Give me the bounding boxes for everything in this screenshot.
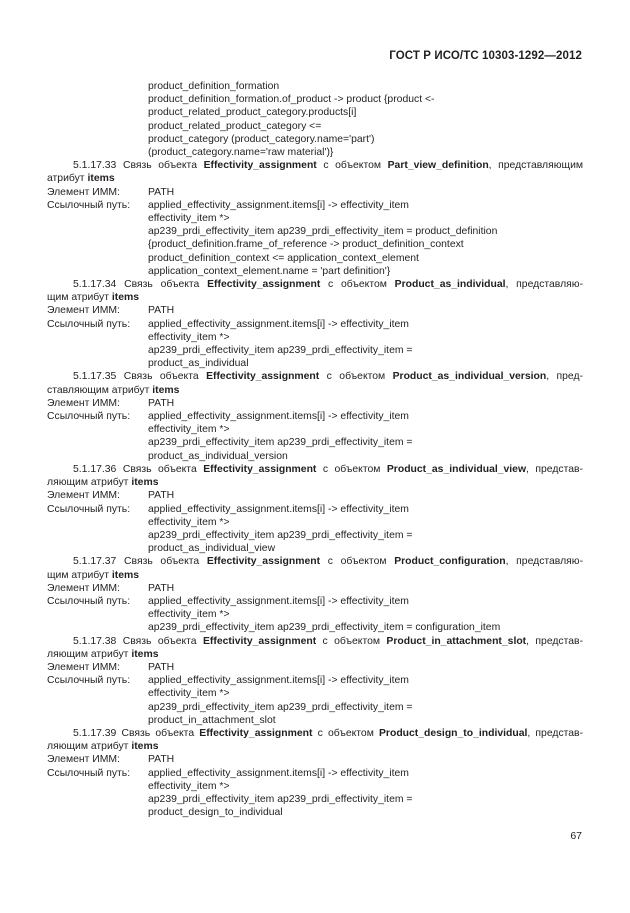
imm-element-label: Элемент ИММ: [47, 397, 120, 409]
path-line: effectivity_item *> [148, 688, 230, 700]
imm-element-value: PATH [148, 582, 175, 594]
space [199, 279, 207, 290]
document-header: ГОСТ Р ИСО/ТС 10303-1292—2012 [389, 50, 582, 62]
reference-path-label: Ссылочный путь: [47, 411, 131, 423]
reference-path-label: Ссылочный путь: [47, 318, 131, 330]
imm-element-value: PATH [148, 661, 175, 673]
imm-element-value: PATH [148, 305, 175, 317]
section-number: 5.1.17.38 [73, 635, 117, 647]
path-line: ap239_prdi_effectivity_item ap239_prdi_effectivity_item = [148, 345, 413, 357]
section-number: 5.1.17.35 [73, 371, 117, 383]
path-line: ap239_prdi_effectivity_item ap239_prdi_effectivity_item = [148, 437, 413, 449]
caption-text: щим атрибут [47, 569, 109, 581]
path-line: applied_effectivity_assignment.items[i] -> effectivity_item [148, 318, 409, 330]
target-entity-name: Product_as_individual_view [386, 463, 527, 475]
section-caption-continuation [47, 291, 583, 304]
section-caption-continuation [47, 384, 583, 397]
caption-text: , пред- [546, 371, 583, 383]
imm-element-value: PATH [148, 754, 175, 766]
path-line: product_as_individual_view [148, 543, 276, 555]
imm-element-row [47, 186, 583, 199]
imm-element-label: Элемент ИММ: [47, 490, 120, 502]
space [381, 160, 388, 171]
path-line: application_context_element.name = 'part definition'} [148, 265, 391, 277]
imm-element-row [47, 489, 583, 502]
path-line: (product_category.name='raw material')} [148, 147, 334, 159]
caption-text: ставляющим атрибут [47, 384, 150, 396]
section-caption-continuation [47, 476, 583, 489]
imm-element-label: Элемент ИММ: [47, 305, 120, 317]
caption-text: ляющим атрибут [47, 648, 129, 660]
imm-element-label: Элемент ИММ: [47, 661, 120, 673]
section-number: 5.1.17.36 [73, 463, 117, 475]
space [385, 371, 392, 382]
imm-element-row [47, 661, 583, 674]
reference-path-row [47, 767, 583, 780]
reference-path-row [47, 595, 583, 608]
caption-text: ляющим атрибут [47, 741, 129, 753]
imm-element-label: Элемент ИММ: [47, 754, 120, 766]
path-line: applied_effectivity_assignment.items[i] -> effectivity_item [148, 767, 409, 779]
mapping-sections [47, 159, 583, 819]
path-line: ap239_prdi_effectivity_item ap239_prdi_effectivity_item = [148, 701, 413, 713]
entity-name: Effectivity_assignment [199, 727, 313, 739]
caption-text: Связь объекта [122, 635, 197, 647]
caption-text: , представ- [526, 463, 583, 475]
section-caption [47, 555, 583, 568]
section-caption-continuation [47, 569, 583, 582]
section-caption-continuation [47, 172, 583, 185]
imm-element-value: PATH [148, 186, 175, 198]
caption-text: с объектом [322, 635, 381, 647]
caption-text: , представ- [527, 727, 583, 739]
caption-text: с объектом [323, 160, 382, 172]
caption-text: атрибут [47, 173, 85, 185]
reference-path-row [47, 410, 583, 423]
reference-path-row [47, 674, 583, 687]
caption-text: Связь объекта [121, 727, 195, 739]
path-line: product_as_individual [148, 358, 249, 370]
page-number: 67 [570, 830, 582, 842]
mapping-section [47, 463, 583, 555]
path-line: effectivity_item *> [148, 331, 230, 343]
caption-text: Связь объекта [123, 371, 199, 383]
path-line: product_related_product_category <= [148, 120, 322, 132]
section-caption [47, 463, 583, 476]
path-line: ap239_prdi_effectivity_item ap239_prdi_effectivity_item = [148, 793, 413, 805]
mapping-section [47, 278, 583, 370]
path-line: effectivity_item *> [148, 424, 230, 436]
path-line: applied_effectivity_assignment.items[i] -> effectivity_item [148, 503, 409, 515]
imm-element-row [47, 397, 583, 410]
attribute-name: items [131, 648, 159, 660]
space [116, 371, 123, 382]
space [116, 160, 123, 171]
section-caption [47, 370, 583, 383]
section-caption [47, 727, 583, 740]
target-entity-name: Product_design_to_individual [379, 727, 528, 739]
space [116, 556, 124, 567]
entity-name: Effectivity_assignment [206, 556, 321, 568]
caption-text: ляющим атрибут [47, 477, 129, 489]
mapping-path-continuation [47, 80, 583, 159]
path-line: effectivity_item *> [148, 516, 230, 528]
path-line: applied_effectivity_assignment.items[i] -> effectivity_item [148, 411, 409, 423]
path-line: product_related_product_category.products[i] [148, 107, 357, 119]
caption-text: щим атрибут [47, 292, 109, 304]
imm-element-label: Элемент ИММ: [47, 186, 120, 198]
reference-path-row [47, 199, 583, 212]
imm-element-row [47, 753, 583, 766]
path-line: product_as_individual_version [148, 450, 288, 462]
section-caption [47, 278, 583, 291]
caption-text: Связь объекта [122, 160, 197, 172]
caption-text: с объектом [328, 279, 387, 291]
caption-text: с объектом [326, 371, 386, 383]
path-line: {product_definition.frame_of_reference -> product_definition_context [148, 239, 464, 251]
attribute-name: items [131, 477, 159, 489]
path-line: effectivity_item *> [148, 609, 230, 621]
reference-path-label: Ссылочный путь: [47, 595, 131, 607]
mapping-section [47, 555, 583, 634]
section-caption-continuation [47, 740, 583, 753]
path-line: product_in_attachment_slot [148, 714, 276, 726]
space [320, 556, 328, 567]
path-line: product_definition_formation.of_product -> product {product <- [148, 94, 435, 106]
space [116, 279, 124, 290]
mapping-section [47, 370, 583, 462]
entity-name: Effectivity_assignment [207, 279, 321, 291]
path-line: ap239_prdi_effectivity_item ap239_prdi_effectivity_item = configuration_item [148, 622, 501, 634]
attribute-name: items [111, 569, 139, 581]
path-line: ap239_prdi_effectivity_item ap239_prdi_effectivity_item = product_definition [148, 226, 498, 238]
section-caption [47, 159, 583, 172]
section-number: 5.1.17.39 [73, 727, 117, 739]
attribute-name: items [131, 741, 159, 753]
path-line: effectivity_item *> [148, 213, 230, 225]
target-entity-name: Part_view_definition [387, 160, 489, 172]
caption-text: с объектом [317, 727, 374, 739]
caption-text: , представ- [526, 635, 583, 647]
path-line: product_design_to_individual [148, 807, 283, 819]
document-body [47, 80, 583, 819]
reference-path-label: Ссылочный путь: [47, 199, 131, 211]
path-line: product_definition_formation [148, 81, 280, 92]
path-line: ap239_prdi_effectivity_item ap239_prdi_effectivity_item = [148, 529, 413, 541]
space [199, 371, 206, 382]
caption-text: Связь объекта [124, 556, 200, 568]
section-caption-continuation [47, 648, 583, 661]
target-entity-name: Product_as_individual [394, 279, 506, 291]
target-entity-name: Product_configuration [394, 556, 506, 568]
caption-text: , представляющим [488, 160, 583, 172]
caption-text: с объектом [322, 463, 381, 475]
attribute-name: items [87, 173, 115, 185]
imm-element-value: PATH [148, 490, 175, 502]
entity-name: Effectivity_assignment [202, 635, 317, 647]
entity-name: Effectivity_assignment [203, 463, 317, 475]
reference-path-label: Ссылочный путь: [47, 675, 131, 687]
target-entity-name: Product_in_attachment_slot [386, 635, 527, 647]
reference-path-label: Ссылочный путь: [47, 767, 131, 779]
space [197, 160, 204, 171]
caption-text: Связь объекта [124, 279, 200, 291]
imm-element-row [47, 304, 583, 317]
reference-path-row [47, 503, 583, 516]
imm-element-label: Элемент ИММ: [47, 582, 120, 594]
caption-text: с объектом [327, 556, 387, 568]
section-number: 5.1.17.34 [73, 279, 117, 291]
mapping-section [47, 727, 583, 819]
reference-path-row [47, 318, 583, 331]
caption-text: Связь объекта [122, 463, 197, 475]
mapping-section [47, 635, 583, 727]
path-line: product_definition_context <= application_context_element [148, 252, 419, 264]
space [199, 556, 207, 567]
reference-path-label: Ссылочный путь: [47, 503, 131, 515]
attribute-name: items [111, 292, 139, 304]
space [319, 371, 326, 382]
path-line: effectivity_item *> [148, 780, 230, 792]
imm-element-value: PATH [148, 397, 175, 409]
section-number: 5.1.17.37 [73, 556, 117, 568]
target-entity-name: Product_as_individual_version [392, 371, 547, 383]
path-line: applied_effectivity_assignment.items[i] -> effectivity_item [148, 675, 409, 687]
path-line: applied_effectivity_assignment.items[i] -> effectivity_item [148, 199, 409, 211]
caption-text: , представляю- [505, 279, 583, 291]
section-number: 5.1.17.33 [73, 160, 117, 172]
space [320, 279, 328, 290]
space [387, 279, 395, 290]
entity-name: Effectivity_assignment [206, 371, 320, 383]
mapping-section [47, 159, 583, 278]
section-caption [47, 635, 583, 648]
attribute-name: items [152, 384, 180, 396]
imm-element-row [47, 582, 583, 595]
entity-name: Effectivity_assignment [203, 160, 317, 172]
path-line: product_category (product_category.name='part') [148, 133, 375, 145]
path-line: applied_effectivity_assignment.items[i] -> effectivity_item [148, 595, 409, 607]
caption-text: , представляю- [505, 556, 583, 568]
